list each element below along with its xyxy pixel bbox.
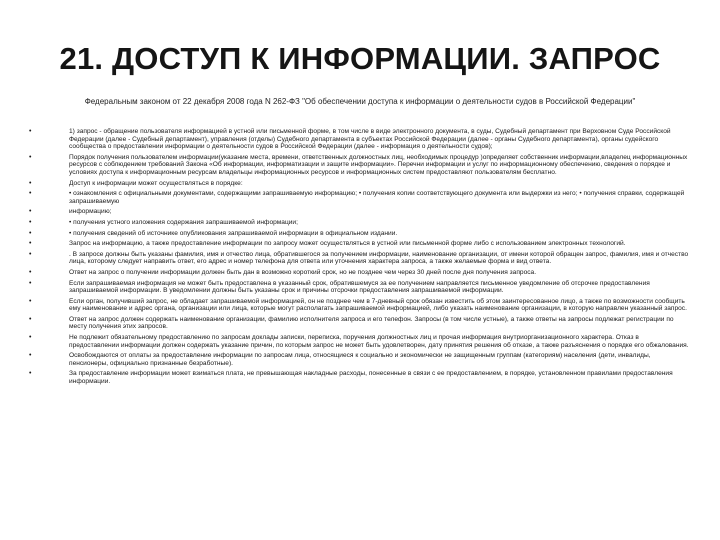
slide-title: 21. ДОСТУП К ИНФОРМАЦИИ. ЗАПРОС (59, 41, 661, 76)
list-item (18, 316, 690, 331)
bullet-icon: • (29, 179, 32, 187)
list-item (18, 180, 690, 188)
list-item (18, 352, 690, 367)
list-item-text: . В запросе должны быть указаны фамилия, имя и отчество лица, обратившегося за получением информации, наименование организации, от имени которой обращен запрос, фамилия, имя и отчество лица, которому следует направить ответ, его адрес и номер телефона для ответа или уточнения характера запроса, а также желаемые форма и вид ответа. (69, 250, 689, 266)
list-item (18, 128, 690, 151)
list-item (18, 190, 690, 205)
bullet-icon: • (29, 128, 32, 135)
list-item (18, 370, 690, 385)
bullet-icon: • (29, 268, 32, 276)
bullet-icon: • (29, 153, 32, 161)
list-item-text: Если орган, получивший запрос, не обладает запрашиваемой информацией, он не позднее чем в 7-дневный срок обязан известить об этом заинтересованное лицо, а также по возможности сообщить ему наименование и адрес органа, организации или лица, которые могут располагать запрашиваемой информацией, либо указать наименование организации, в которую направлен указанный запрос. (69, 297, 687, 313)
list-item (18, 251, 690, 266)
list-item-text: 1) запрос - обращение пользователя информацией в устной или письменной форме, в том числе в виде электронного документа, в суды, Судебный департамент при Верховном Суде Российской Федерации (далее - Судебный департамент), управления (отделы) Судебного департамента в субъектах Российской Федерации (далее - органы Судебного департамента), органы судейского сообщества о предоставлении информации о деятельности судов в Российской Федерации (далее - информация о деятельности судов); (69, 128, 671, 151)
list-item-text: Ответ на запрос должен содержать наименование организации, фамилию исполнителя запроса и его телефон. Запросы (в том числе устные), а также ответы на запросы подлежат регистрации по месту получения этих запросов. (69, 315, 674, 331)
bullet-icon: • (29, 315, 32, 323)
list-item-text: • ознакомления с официальными документами, содержащими запрашиваемую информацию; • получения копии соответствующего документа или выдержки из него; • получения справки, содержащей запрашиваемую (69, 190, 685, 205)
list-item (18, 280, 690, 295)
bullet-icon: • (29, 370, 32, 378)
list-item-text: Если запрашиваемая информация не может быть предоставлена в указанный срок, обратившемуся за ее получением направляется письменное уведомление об отсрочке предоставления запрашиваемой информации. В уведомлении должны быть указаны срок и причины отсрочки предоставления запрашиваемой информации. (69, 279, 650, 295)
list-item (18, 334, 690, 349)
bullet-icon: • (29, 352, 32, 360)
list-item (18, 269, 690, 277)
list-item-text: • получения устного изложения содержания запрашиваемой информации; (69, 218, 298, 226)
list-item (18, 154, 690, 177)
list-item (18, 298, 690, 313)
list-item-text: Ответ на запрос о получении информации должен быть дан в возможно короткий срок, но не позднее чем через 30 дней после дня получения запроса. (69, 268, 537, 276)
list-item-text: Порядок получения пользователем информации(указание места, времени, ответственных должностных лиц, необходимых процедур )определяет собственник информации,владелец информационных ресурсов с соблюдением требований Закона «Об информации, информатизации и защите информации». Перечни информации и услуг по информационному обеспечению, сведения о порядке и условиях доступа к информационным ресурсам владельцы информационных ресурсов и информационных систем предоставляют пользователям бесплатно. (69, 153, 688, 176)
list-item (18, 240, 690, 248)
bullet-icon: • (29, 229, 32, 237)
list-item-text: информацию; (69, 208, 112, 216)
slide-subtitle: Федеральным законом от 22 декабря 2008 года N 262-ФЗ "Об обеспечении доступа к информации о деятельности судов в Российской Федерации" (84, 97, 636, 106)
list-item-text: Не подлежит обязательному предоставлению по запросам доклады записки, переписка, поручения должностных лиц и прочая информация внутриорганизационного характера. Отказ в предоставлении информации должен содержать указание причин, по которым запрос не может быть удовлетворен, дату принятия решения об отказе, а также разъяснения о порядке его обжалования. (69, 334, 689, 349)
list-item-text: • получения сведений об источнике опубликования запрашиваемой информации в официальном издании. (69, 229, 398, 237)
bullet-icon: • (29, 190, 32, 198)
list-item-text: За предоставление информации может взиматься плата, не превышающая накладные расходы, понесенные в связи с ее предоставлением, в порядке, установленном правилами предоставления информации. (69, 370, 673, 386)
list-item (18, 219, 690, 227)
bullet-list (18, 128, 690, 389)
bullet-icon: • (29, 250, 32, 258)
bullet-icon: • (29, 334, 32, 342)
list-item-text: Освобождаются от оплаты за предоставление информации по запросам лица, относящиеся к социально и экономически не защищенным группам (категориям) населения (дети, инвалиды, пенсионеры, официально признанные безработные). (69, 352, 651, 367)
bullet-icon: • (29, 208, 32, 216)
bullet-icon: • (29, 279, 32, 287)
list-item-text: Доступ к информации может осуществляться в порядке: (69, 179, 243, 187)
bullet-icon: • (29, 297, 32, 305)
bullet-icon: • (29, 240, 32, 248)
list-item (18, 208, 690, 216)
bullet-icon: • (29, 218, 32, 226)
list-item-text: Запрос на информацию, а также предоставление информации по запросу может осуществляться в устной или письменной форме либо с использованием электронных технологий. (69, 240, 626, 248)
list-item (18, 230, 690, 238)
